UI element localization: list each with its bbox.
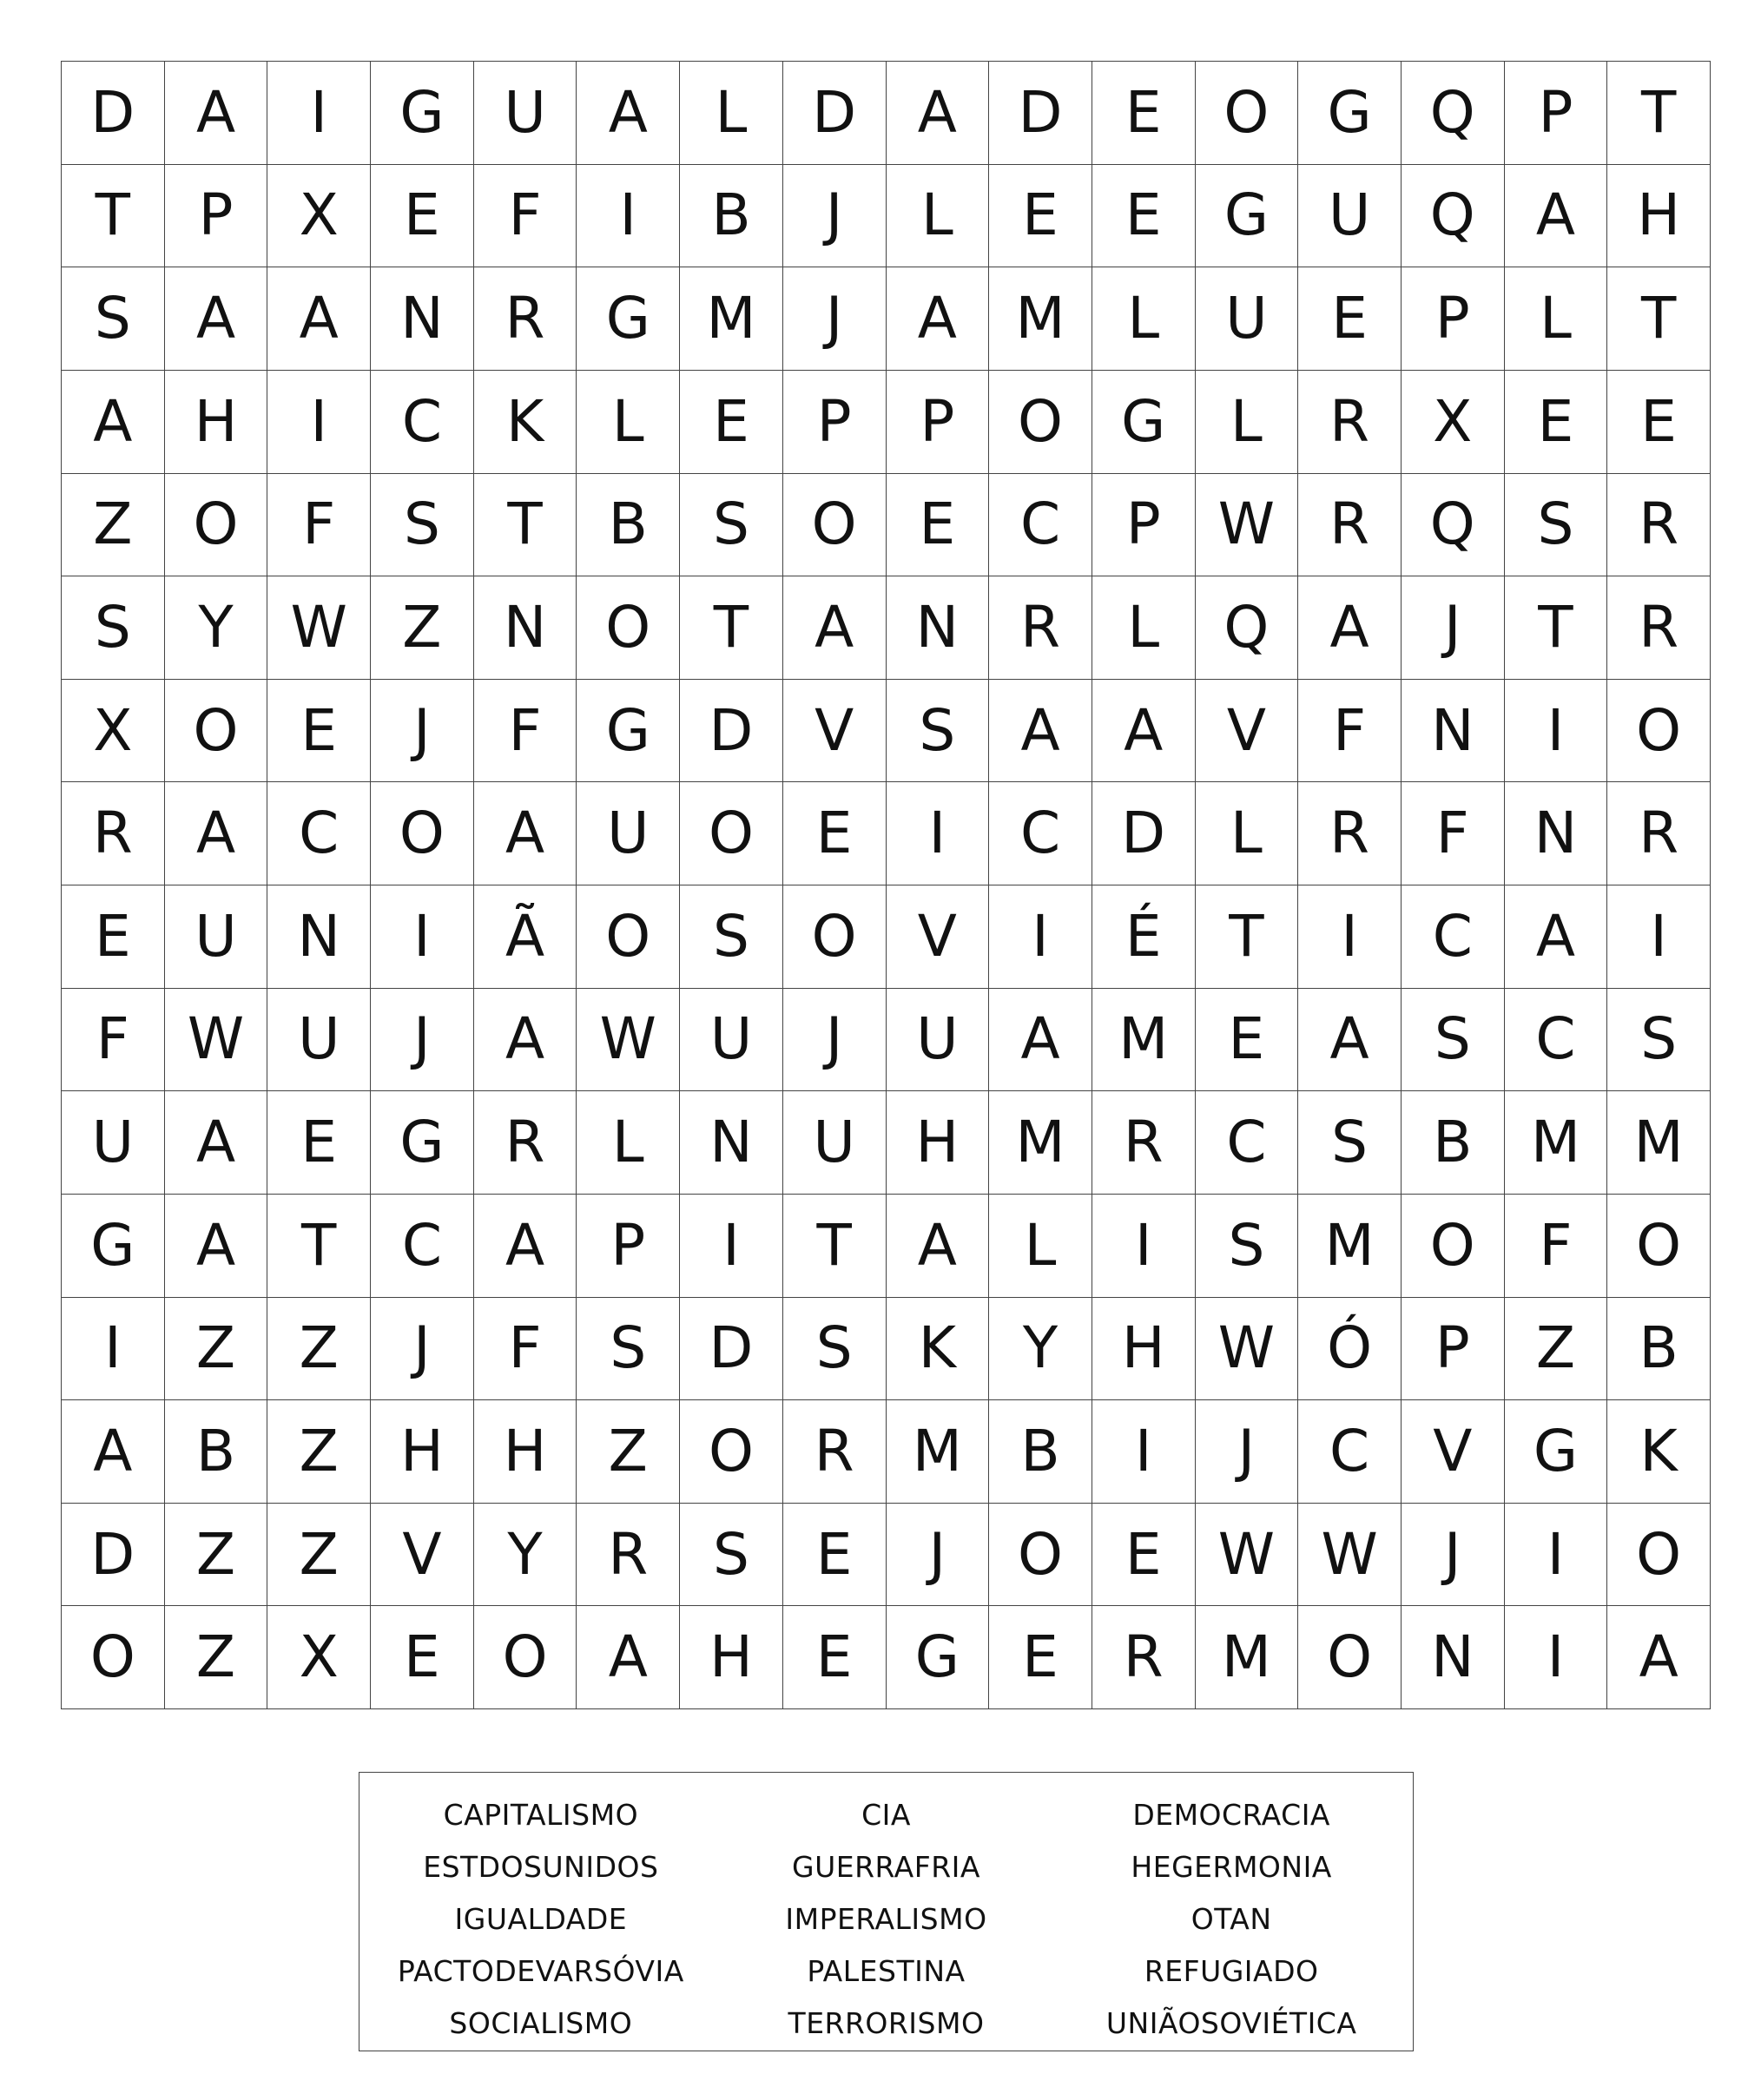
grid-cell[interactable]: P: [1505, 62, 1608, 165]
grid-cell[interactable]: I: [267, 371, 371, 474]
grid-cell[interactable]: C: [371, 371, 474, 474]
grid-cell[interactable]: I: [1505, 1606, 1608, 1709]
grid-cell[interactable]: A: [1607, 1606, 1711, 1709]
grid-cell[interactable]: A: [474, 989, 577, 1092]
grid-cell[interactable]: V: [887, 885, 990, 989]
grid-cell[interactable]: W: [165, 989, 268, 1092]
grid-cell[interactable]: A: [1092, 680, 1196, 783]
grid-cell[interactable]: O: [680, 1400, 783, 1504]
grid-cell[interactable]: X: [1402, 371, 1505, 474]
grid-cell[interactable]: R: [474, 267, 577, 371]
grid-cell[interactable]: O: [1196, 62, 1299, 165]
grid-cell[interactable]: B: [680, 165, 783, 268]
grid-cell[interactable]: E: [371, 1606, 474, 1709]
grid-cell[interactable]: D: [62, 1504, 165, 1607]
word-list-item: HEGERMONIA: [1131, 1849, 1332, 1884]
grid-cell[interactable]: M: [680, 267, 783, 371]
grid-cell[interactable]: E: [783, 782, 887, 885]
grid-cell[interactable]: A: [577, 1606, 680, 1709]
grid-cell[interactable]: F: [62, 989, 165, 1092]
grid-cell[interactable]: L: [1092, 267, 1196, 371]
grid-cell[interactable]: L: [887, 165, 990, 268]
grid-cell[interactable]: I: [1298, 885, 1402, 989]
grid-cell[interactable]: E: [783, 1504, 887, 1607]
grid-cell[interactable]: T: [1196, 885, 1299, 989]
grid-cell[interactable]: S: [887, 680, 990, 783]
grid-cell[interactable]: F: [474, 1298, 577, 1401]
grid-cell[interactable]: U: [887, 989, 990, 1092]
grid-cell[interactable]: D: [62, 62, 165, 165]
grid-cell[interactable]: Z: [267, 1504, 371, 1607]
grid-cell[interactable]: W: [267, 576, 371, 680]
grid-cell[interactable]: E: [62, 885, 165, 989]
grid-cell[interactable]: U: [577, 782, 680, 885]
grid-cell[interactable]: G: [887, 1606, 990, 1709]
grid-cell[interactable]: S: [62, 267, 165, 371]
grid-cell[interactable]: J: [371, 989, 474, 1092]
grid-cell[interactable]: A: [989, 680, 1092, 783]
grid-cell[interactable]: O: [989, 371, 1092, 474]
grid-cell[interactable]: T: [267, 1195, 371, 1298]
grid-cell[interactable]: P: [1092, 474, 1196, 577]
grid-cell[interactable]: R: [577, 1504, 680, 1607]
grid-cell[interactable]: L: [1505, 267, 1608, 371]
grid-cell[interactable]: U: [474, 62, 577, 165]
grid-cell[interactable]: É: [1092, 885, 1196, 989]
grid-cell[interactable]: E: [783, 1606, 887, 1709]
grid-cell[interactable]: O: [1298, 1606, 1402, 1709]
grid-cell[interactable]: T: [1505, 576, 1608, 680]
grid-cell[interactable]: H: [371, 1400, 474, 1504]
grid-cell[interactable]: S: [1196, 1195, 1299, 1298]
grid-cell[interactable]: N: [267, 885, 371, 989]
grid-cell[interactable]: O: [1607, 1504, 1711, 1607]
grid-cell[interactable]: Q: [1402, 62, 1505, 165]
grid-cell[interactable]: I: [1505, 1504, 1608, 1607]
grid-cell[interactable]: J: [1196, 1400, 1299, 1504]
grid-cell[interactable]: F: [1402, 782, 1505, 885]
grid-cell[interactable]: K: [1607, 1400, 1711, 1504]
grid-cell[interactable]: E: [1092, 165, 1196, 268]
grid-cell[interactable]: S: [371, 474, 474, 577]
grid-cell[interactable]: E: [371, 165, 474, 268]
grid-cell[interactable]: U: [62, 1091, 165, 1195]
grid-cell[interactable]: U: [165, 885, 268, 989]
grid-cell[interactable]: G: [1196, 165, 1299, 268]
grid-cell[interactable]: H: [165, 371, 268, 474]
word-list-item: SOCIALISMO: [449, 2005, 633, 2040]
grid-cell[interactable]: X: [267, 165, 371, 268]
grid-cell[interactable]: Z: [577, 1400, 680, 1504]
grid-cell[interactable]: U: [267, 989, 371, 1092]
grid-cell[interactable]: L: [577, 1091, 680, 1195]
grid-cell[interactable]: E: [267, 1091, 371, 1195]
grid-cell[interactable]: C: [989, 474, 1092, 577]
grid-cell[interactable]: Ã: [474, 885, 577, 989]
grid-cell[interactable]: E: [267, 680, 371, 783]
grid-cell[interactable]: J: [371, 1298, 474, 1401]
grid-cell[interactable]: E: [887, 474, 990, 577]
grid-cell[interactable]: L: [680, 62, 783, 165]
grid-cell[interactable]: Y: [474, 1504, 577, 1607]
grid-cell[interactable]: K: [474, 371, 577, 474]
word-list-item: PALESTINA: [807, 1953, 966, 1988]
letter-grid: [61, 61, 1711, 1709]
grid-cell[interactable]: R: [1298, 474, 1402, 577]
grid-cell[interactable]: H: [887, 1091, 990, 1195]
grid-cell[interactable]: W: [1298, 1504, 1402, 1607]
grid-cell[interactable]: O: [474, 1606, 577, 1709]
grid-cell[interactable]: A: [783, 576, 887, 680]
grid-cell[interactable]: A: [474, 782, 577, 885]
grid-cell[interactable]: F: [1298, 680, 1402, 783]
grid-cell[interactable]: A: [165, 1091, 268, 1195]
grid-cell[interactable]: V: [783, 680, 887, 783]
grid-cell[interactable]: L: [1196, 782, 1299, 885]
grid-cell[interactable]: C: [371, 1195, 474, 1298]
grid-cell[interactable]: S: [783, 1298, 887, 1401]
grid-cell[interactable]: Q: [1196, 576, 1299, 680]
grid-cell[interactable]: I: [1607, 885, 1711, 989]
grid-cell[interactable]: A: [887, 267, 990, 371]
grid-cell[interactable]: V: [371, 1504, 474, 1607]
grid-cell[interactable]: O: [165, 680, 268, 783]
grid-cell[interactable]: A: [1298, 576, 1402, 680]
grid-cell[interactable]: U: [680, 989, 783, 1092]
grid-cell[interactable]: I: [371, 885, 474, 989]
grid-cell[interactable]: R: [1298, 371, 1402, 474]
grid-cell[interactable]: P: [165, 165, 268, 268]
grid-cell[interactable]: Y: [165, 576, 268, 680]
word-list-item: ESTDOSUNIDOS: [423, 1849, 659, 1884]
grid-cell[interactable]: M: [1298, 1195, 1402, 1298]
grid-cell[interactable]: A: [165, 782, 268, 885]
grid-cell[interactable]: O: [1607, 1195, 1711, 1298]
grid-cell[interactable]: P: [1402, 267, 1505, 371]
grid-cell[interactable]: C: [1505, 989, 1608, 1092]
grid-cell[interactable]: I: [577, 165, 680, 268]
grid-cell[interactable]: T: [474, 474, 577, 577]
grid-cell[interactable]: R: [1298, 782, 1402, 885]
grid-cell[interactable]: Z: [267, 1400, 371, 1504]
word-list-item: REFUGIADO: [1144, 1953, 1319, 1988]
grid-cell[interactable]: E: [1607, 371, 1711, 474]
grid-cell[interactable]: C: [1402, 885, 1505, 989]
grid-cell[interactable]: K: [887, 1298, 990, 1401]
grid-cell[interactable]: A: [1505, 885, 1608, 989]
grid-cell[interactable]: R: [1092, 1606, 1196, 1709]
grid-cell[interactable]: Z: [1505, 1298, 1608, 1401]
word-list-item: DEMOCRACIA: [1132, 1797, 1330, 1832]
grid-cell[interactable]: J: [887, 1504, 990, 1607]
word-list-item: TERRORISMO: [788, 2005, 985, 2040]
grid-cell[interactable]: G: [62, 1195, 165, 1298]
grid-cell[interactable]: N: [474, 576, 577, 680]
grid-cell[interactable]: R: [1607, 474, 1711, 577]
grid-cell[interactable]: O: [165, 474, 268, 577]
grid-cell[interactable]: H: [680, 1606, 783, 1709]
grid-cell[interactable]: O: [577, 576, 680, 680]
grid-cell[interactable]: P: [783, 371, 887, 474]
grid-cell[interactable]: F: [1505, 1195, 1608, 1298]
grid-cell[interactable]: S: [680, 474, 783, 577]
grid-cell[interactable]: D: [680, 680, 783, 783]
grid-cell[interactable]: F: [474, 165, 577, 268]
grid-cell[interactable]: G: [371, 1091, 474, 1195]
grid-cell[interactable]: S: [1402, 989, 1505, 1092]
grid-cell[interactable]: J: [783, 989, 887, 1092]
grid-cell[interactable]: Y: [989, 1298, 1092, 1401]
grid-cell[interactable]: V: [1196, 680, 1299, 783]
grid-cell[interactable]: Z: [371, 576, 474, 680]
grid-cell[interactable]: G: [577, 267, 680, 371]
grid-cell[interactable]: I: [267, 62, 371, 165]
grid-cell[interactable]: E: [1196, 989, 1299, 1092]
grid-cell[interactable]: S: [577, 1298, 680, 1401]
grid-cell[interactable]: C: [267, 782, 371, 885]
grid-cell[interactable]: T: [1607, 62, 1711, 165]
grid-cell[interactable]: G: [577, 680, 680, 783]
grid-cell[interactable]: Z: [62, 474, 165, 577]
grid-cell[interactable]: A: [62, 371, 165, 474]
grid-cell[interactable]: B: [989, 1400, 1092, 1504]
grid-cell[interactable]: P: [1402, 1298, 1505, 1401]
grid-cell[interactable]: I: [1092, 1195, 1196, 1298]
word-list-item: OTAN: [1190, 1901, 1272, 1936]
grid-cell[interactable]: W: [1196, 474, 1299, 577]
grid-cell[interactable]: J: [371, 680, 474, 783]
grid-cell[interactable]: A: [165, 267, 268, 371]
grid-cell[interactable]: L: [989, 1195, 1092, 1298]
grid-cell[interactable]: G: [1505, 1400, 1608, 1504]
grid-cell[interactable]: N: [371, 267, 474, 371]
grid-cell[interactable]: E: [1092, 1504, 1196, 1607]
grid-cell[interactable]: O: [783, 885, 887, 989]
grid-cell[interactable]: O: [783, 474, 887, 577]
grid-cell[interactable]: O: [62, 1606, 165, 1709]
grid-cell[interactable]: N: [1505, 782, 1608, 885]
grid-cell[interactable]: I: [1505, 680, 1608, 783]
grid-cell[interactable]: Q: [1402, 474, 1505, 577]
grid-cell[interactable]: M: [1092, 989, 1196, 1092]
grid-cell[interactable]: Z: [165, 1298, 268, 1401]
grid-cell[interactable]: N: [887, 576, 990, 680]
grid-cell[interactable]: J: [1402, 576, 1505, 680]
grid-cell[interactable]: O: [577, 885, 680, 989]
grid-cell[interactable]: P: [887, 371, 990, 474]
grid-cell[interactable]: M: [989, 267, 1092, 371]
grid-cell[interactable]: W: [1196, 1298, 1299, 1401]
grid-cell[interactable]: J: [1402, 1504, 1505, 1607]
grid-cell[interactable]: G: [1092, 371, 1196, 474]
grid-cell[interactable]: A: [887, 62, 990, 165]
grid-cell[interactable]: S: [680, 885, 783, 989]
word-bank: [359, 1772, 1414, 2051]
grid-cell[interactable]: G: [371, 62, 474, 165]
grid-cell[interactable]: U: [783, 1091, 887, 1195]
grid-cell[interactable]: S: [62, 576, 165, 680]
grid-cell[interactable]: A: [1505, 165, 1608, 268]
grid-cell[interactable]: L: [1092, 576, 1196, 680]
grid-cell[interactable]: T: [1607, 267, 1711, 371]
grid-cell[interactable]: U: [1298, 165, 1402, 268]
grid-cell[interactable]: S: [680, 1504, 783, 1607]
grid-cell[interactable]: A: [577, 62, 680, 165]
grid-cell[interactable]: W: [577, 989, 680, 1092]
grid-cell[interactable]: Z: [165, 1504, 268, 1607]
grid-cell[interactable]: G: [1298, 62, 1402, 165]
grid-cell[interactable]: R: [1607, 782, 1711, 885]
grid-cell[interactable]: O: [1607, 680, 1711, 783]
grid-cell[interactable]: O: [1402, 1195, 1505, 1298]
grid-cell[interactable]: F: [474, 680, 577, 783]
grid-cell[interactable]: C: [1298, 1400, 1402, 1504]
grid-cell[interactable]: H: [1092, 1298, 1196, 1401]
grid-cell[interactable]: R: [62, 782, 165, 885]
grid-cell[interactable]: M: [1196, 1606, 1299, 1709]
grid-cell[interactable]: I: [887, 782, 990, 885]
grid-cell[interactable]: E: [989, 165, 1092, 268]
grid-cell[interactable]: A: [165, 1195, 268, 1298]
grid-cell[interactable]: A: [474, 1195, 577, 1298]
grid-cell[interactable]: T: [783, 1195, 887, 1298]
grid-cell[interactable]: X: [62, 680, 165, 783]
grid-cell[interactable]: R: [1607, 576, 1711, 680]
grid-cell[interactable]: E: [1505, 371, 1608, 474]
grid-cell[interactable]: R: [989, 576, 1092, 680]
grid-cell[interactable]: M: [989, 1091, 1092, 1195]
grid-cell[interactable]: A: [267, 267, 371, 371]
word-list-item: IGUALDADE: [454, 1901, 628, 1936]
grid-cell[interactable]: D: [680, 1298, 783, 1401]
grid-cell[interactable]: R: [474, 1091, 577, 1195]
grid-cell[interactable]: I: [989, 885, 1092, 989]
word-list-item: UNIÃOSOVIÉTICA: [1105, 2005, 1357, 2040]
grid-cell[interactable]: O: [989, 1504, 1092, 1607]
grid-cell[interactable]: W: [1196, 1504, 1299, 1607]
grid-cell[interactable]: I: [1092, 1400, 1196, 1504]
grid-cell[interactable]: R: [1092, 1091, 1196, 1195]
grid-cell[interactable]: A: [989, 989, 1092, 1092]
grid-cell[interactable]: J: [783, 267, 887, 371]
grid-cell[interactable]: I: [62, 1298, 165, 1401]
grid-cell[interactable]: D: [783, 62, 887, 165]
grid-cell[interactable]: F: [267, 474, 371, 577]
grid-cell[interactable]: C: [1196, 1091, 1299, 1195]
word-list-item: IMPERALISMO: [785, 1901, 987, 1936]
grid-cell[interactable]: H: [1607, 165, 1711, 268]
grid-cell[interactable]: L: [577, 371, 680, 474]
grid-cell[interactable]: S: [1505, 474, 1608, 577]
grid-cell[interactable]: D: [989, 62, 1092, 165]
grid-cell[interactable]: T: [62, 165, 165, 268]
grid-cell[interactable]: L: [1196, 371, 1299, 474]
grid-cell[interactable]: N: [1402, 680, 1505, 783]
grid-cell[interactable]: C: [989, 782, 1092, 885]
grid-cell[interactable]: P: [577, 1195, 680, 1298]
grid-cell[interactable]: Z: [165, 1606, 268, 1709]
word-list-item: CAPITALISMO: [443, 1797, 639, 1832]
grid-cell[interactable]: A: [165, 62, 268, 165]
grid-cell[interactable]: E: [1092, 62, 1196, 165]
grid-cell[interactable]: E: [680, 371, 783, 474]
grid-cell[interactable]: T: [680, 576, 783, 680]
grid-cell[interactable]: X: [267, 1606, 371, 1709]
grid-cell[interactable]: V: [1402, 1400, 1505, 1504]
grid-cell[interactable]: H: [474, 1400, 577, 1504]
grid-cell[interactable]: U: [1196, 267, 1299, 371]
grid-cell[interactable]: M: [1505, 1091, 1608, 1195]
grid-cell[interactable]: B: [165, 1400, 268, 1504]
grid-cell[interactable]: N: [1402, 1606, 1505, 1709]
grid-cell[interactable]: S: [1298, 1091, 1402, 1195]
grid-cell[interactable]: Ó: [1298, 1298, 1402, 1401]
grid-cell[interactable]: B: [1607, 1298, 1711, 1401]
grid-cell[interactable]: O: [371, 782, 474, 885]
grid-cell[interactable]: B: [577, 474, 680, 577]
grid-cell[interactable]: N: [680, 1091, 783, 1195]
grid-cell[interactable]: E: [1298, 267, 1402, 371]
word-list-item: CIA: [861, 1797, 911, 1832]
word-list-item: GUERRAFRIA: [792, 1849, 980, 1884]
grid-cell[interactable]: J: [783, 165, 887, 268]
grid-cell[interactable]: A: [62, 1400, 165, 1504]
grid-cell[interactable]: R: [783, 1400, 887, 1504]
grid-cell[interactable]: E: [989, 1606, 1092, 1709]
grid-cell[interactable]: S: [1607, 989, 1711, 1092]
grid-cell[interactable]: B: [1402, 1091, 1505, 1195]
grid-cell[interactable]: I: [680, 1195, 783, 1298]
word-list-item: PACTODEVARSÓVIA: [397, 1953, 684, 1988]
grid-cell[interactable]: M: [1607, 1091, 1711, 1195]
grid-cell[interactable]: Q: [1402, 165, 1505, 268]
grid-cell[interactable]: O: [680, 782, 783, 885]
grid-cell[interactable]: A: [1298, 989, 1402, 1092]
grid-cell[interactable]: M: [887, 1400, 990, 1504]
grid-cell[interactable]: A: [887, 1195, 990, 1298]
grid-cell[interactable]: D: [1092, 782, 1196, 885]
grid-cell[interactable]: Z: [267, 1298, 371, 1401]
